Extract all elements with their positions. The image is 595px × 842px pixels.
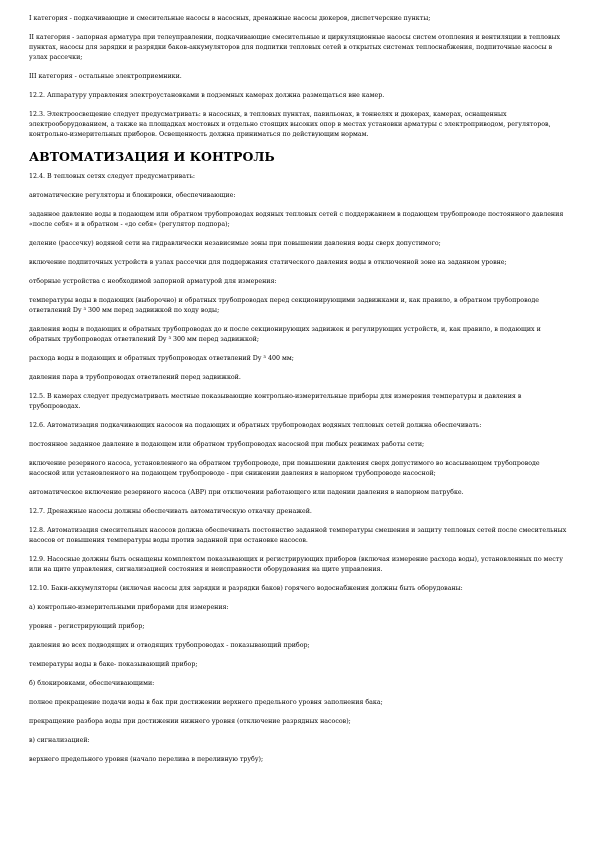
- paragraph-tank-temperature: температуры воды в баке- показывающий прибор;: [29, 661, 198, 668]
- paragraph-category-3: III категория - остальные электроприемники.: [29, 73, 182, 80]
- section-heading: АВТОМАТИЗАЦИЯ И КОНТРОЛЬ: [29, 149, 275, 164]
- paragraph-12-9: 12.9. Насосные должны быть оснащены комплектом показывающих и регистрирующих приборов (включая измерение расхода воды), установленных по месту или на щите управления, сигнализацией состояния и неисправности оборудования на щите управления.: [29, 556, 563, 573]
- paragraph-reserve-pump: включение резервного насоса, установленного на обратном трубопроводе, при повышении давления сверх допустимого во всасывающем трубопроводе насосной или установленного на подающем трубопроводе - при снижении давления в напорном трубопроводе насосной;: [29, 460, 540, 477]
- paragraph-steam-pressure: давления пара в трубопроводах ответвлений перед задвижкой.: [29, 374, 241, 381]
- paragraph-stop-draw: прекращение разбора воды при достижении нижнего уровня (отключение разрядных насосов);: [29, 718, 351, 725]
- paragraph-flow: расхода воды в подающих и обратных трубопроводах ответвлений Dy ³ 400 мм;: [29, 355, 294, 362]
- paragraph-category-2: II категория - запорная арматура при телеуправлении, подкачивающие смесительные и циркуляционные насосы систем отопления и вентиляции в тепловых пунктах, насосы для зарядки и разрядки баков-аккумуляторов для подпитки тепловых сетей в открытых системах теплоснабжения, подпиточные насосы в узлах рассечки;: [29, 34, 561, 61]
- paragraph-12-8: 12.8. Автоматизация смесительных насосов должна обеспечивать постоянство заданной температуры смешения и защиту тепловых сетей после смесительных насосов от повышения температуры воды против заданной при остановке насосов.: [29, 527, 567, 544]
- paragraph-c-signaling: в) сигнализацией:: [29, 737, 90, 744]
- paragraph-division: деление (рассечку) водяной сети на гидравлически независимые зоны при повышении давления воды сверх допустимого;: [29, 240, 441, 247]
- paragraph-upper-level: верхнего предельного уровня (начало перелива в переливную трубу);: [29, 756, 264, 763]
- paragraph-pressure: давления воды в подающих и обратных трубопроводах до и после секционирующих задвижек и регулирующих устройств, и, как правило, в подающих и обратных трубопроводах ответвлений Dy ³ 300 мм перед задвижкой;: [29, 326, 541, 343]
- paragraph-temperature: температуры воды в подающих (выборочно) и обратных трубопроводах перед секционирующими задвижками и, как правило, в обратном трубопроводе ответвлений Dy ³ 300 мм перед задвижкой по ходу воды;: [29, 297, 540, 314]
- paragraph-12-6: 12.6. Автоматизация подкачивающих насосов на подающих и обратных трубопроводах водяных тепловых сетей должна обеспечивать:: [29, 422, 482, 429]
- paragraph-12-5: 12.5. В камерах следует предусматривать местные показывающие контрольно-измерительные приборы для измерения температуры и давления в трубопроводах.: [29, 393, 522, 410]
- paragraph-stop-supply: полное прекращение подачи воды в бак при достижении верхнего предельного уровня заполнения бака;: [29, 699, 383, 706]
- paragraph-avr: автоматическое включение резервного насоса (АВР) при отключении работающего или падении давления в напорном патрубке.: [29, 489, 464, 496]
- paragraph-12-10: 12.10. Баки-аккумуляторы (включая насосы для зарядки и разрядки баков) горячего водоснабжения должны быть оборудованы:: [29, 585, 463, 592]
- paragraph-auto-regulators: автоматические регуляторы и блокировки, обеспечивающие:: [29, 192, 236, 199]
- paragraph-sampling-devices: отборные устройства с необходимой запорной арматурой для измерения:: [29, 278, 277, 285]
- paragraph-12-3: 12.3. Электроосвещение следует предусматривать: в насосных, в тепловых пунктах, павильонах, в тоннелях и дюкерах, камерах, оснащенных электрооборудованием, а также на площадках мостовых и отдельно стоящих высоких опор в местах установки арматуры с электроприводом, регуляторов, контрольно-измерительных приборов. Освещенность должна приниматься по действующим нормам.: [29, 111, 551, 138]
- paragraph-constant-pressure: постоянное заданное давление в подающем или обратном трубопроводах насосной при любых режимах работы сети;: [29, 441, 425, 448]
- paragraph-level: уровня - регистрирующий прибор;: [29, 623, 145, 630]
- paragraph-12-4: 12.4. В тепловых сетях следует предусматривать:: [29, 173, 196, 180]
- paragraph-set-pressure: заданное давление воды в подающем или обратном трубопроводах водяных тепловых сетей с поддержанием в подающем трубопроводе постоянного давления «после себя» и в обратном - «до себя» (регулятор подпора);: [29, 211, 564, 228]
- paragraph-12-2: 12.2. Аппаратуру управления электроустановками в подземных камерах должна размещаться вне камер.: [29, 92, 385, 99]
- paragraph-12-7: 12.7. Дренажные насосы должны обеспечивать автоматическую откачку дренажей.: [29, 508, 312, 515]
- paragraph-pressure-all: давления во всех подводящих и отводящих трубопроводах - показывающий прибор;: [29, 642, 310, 649]
- document-page: [29, 14, 569, 774]
- paragraph-a-instruments: а) контрольно-измерительными приборами для измерения:: [29, 604, 229, 611]
- paragraph-b-interlocks: б) блокировками, обеспечивающими:: [29, 680, 155, 687]
- paragraph-makeup-devices: включение подпиточных устройств в узлах рассечки для поддержания статического давления воды в отключенной зоне на заданном уровне;: [29, 259, 507, 266]
- paragraph-category-1: I категория - подкачивающие и смесительные насосы в насосных, дренажные насосы дюкеров, диспетчерские пункты;: [29, 15, 431, 22]
